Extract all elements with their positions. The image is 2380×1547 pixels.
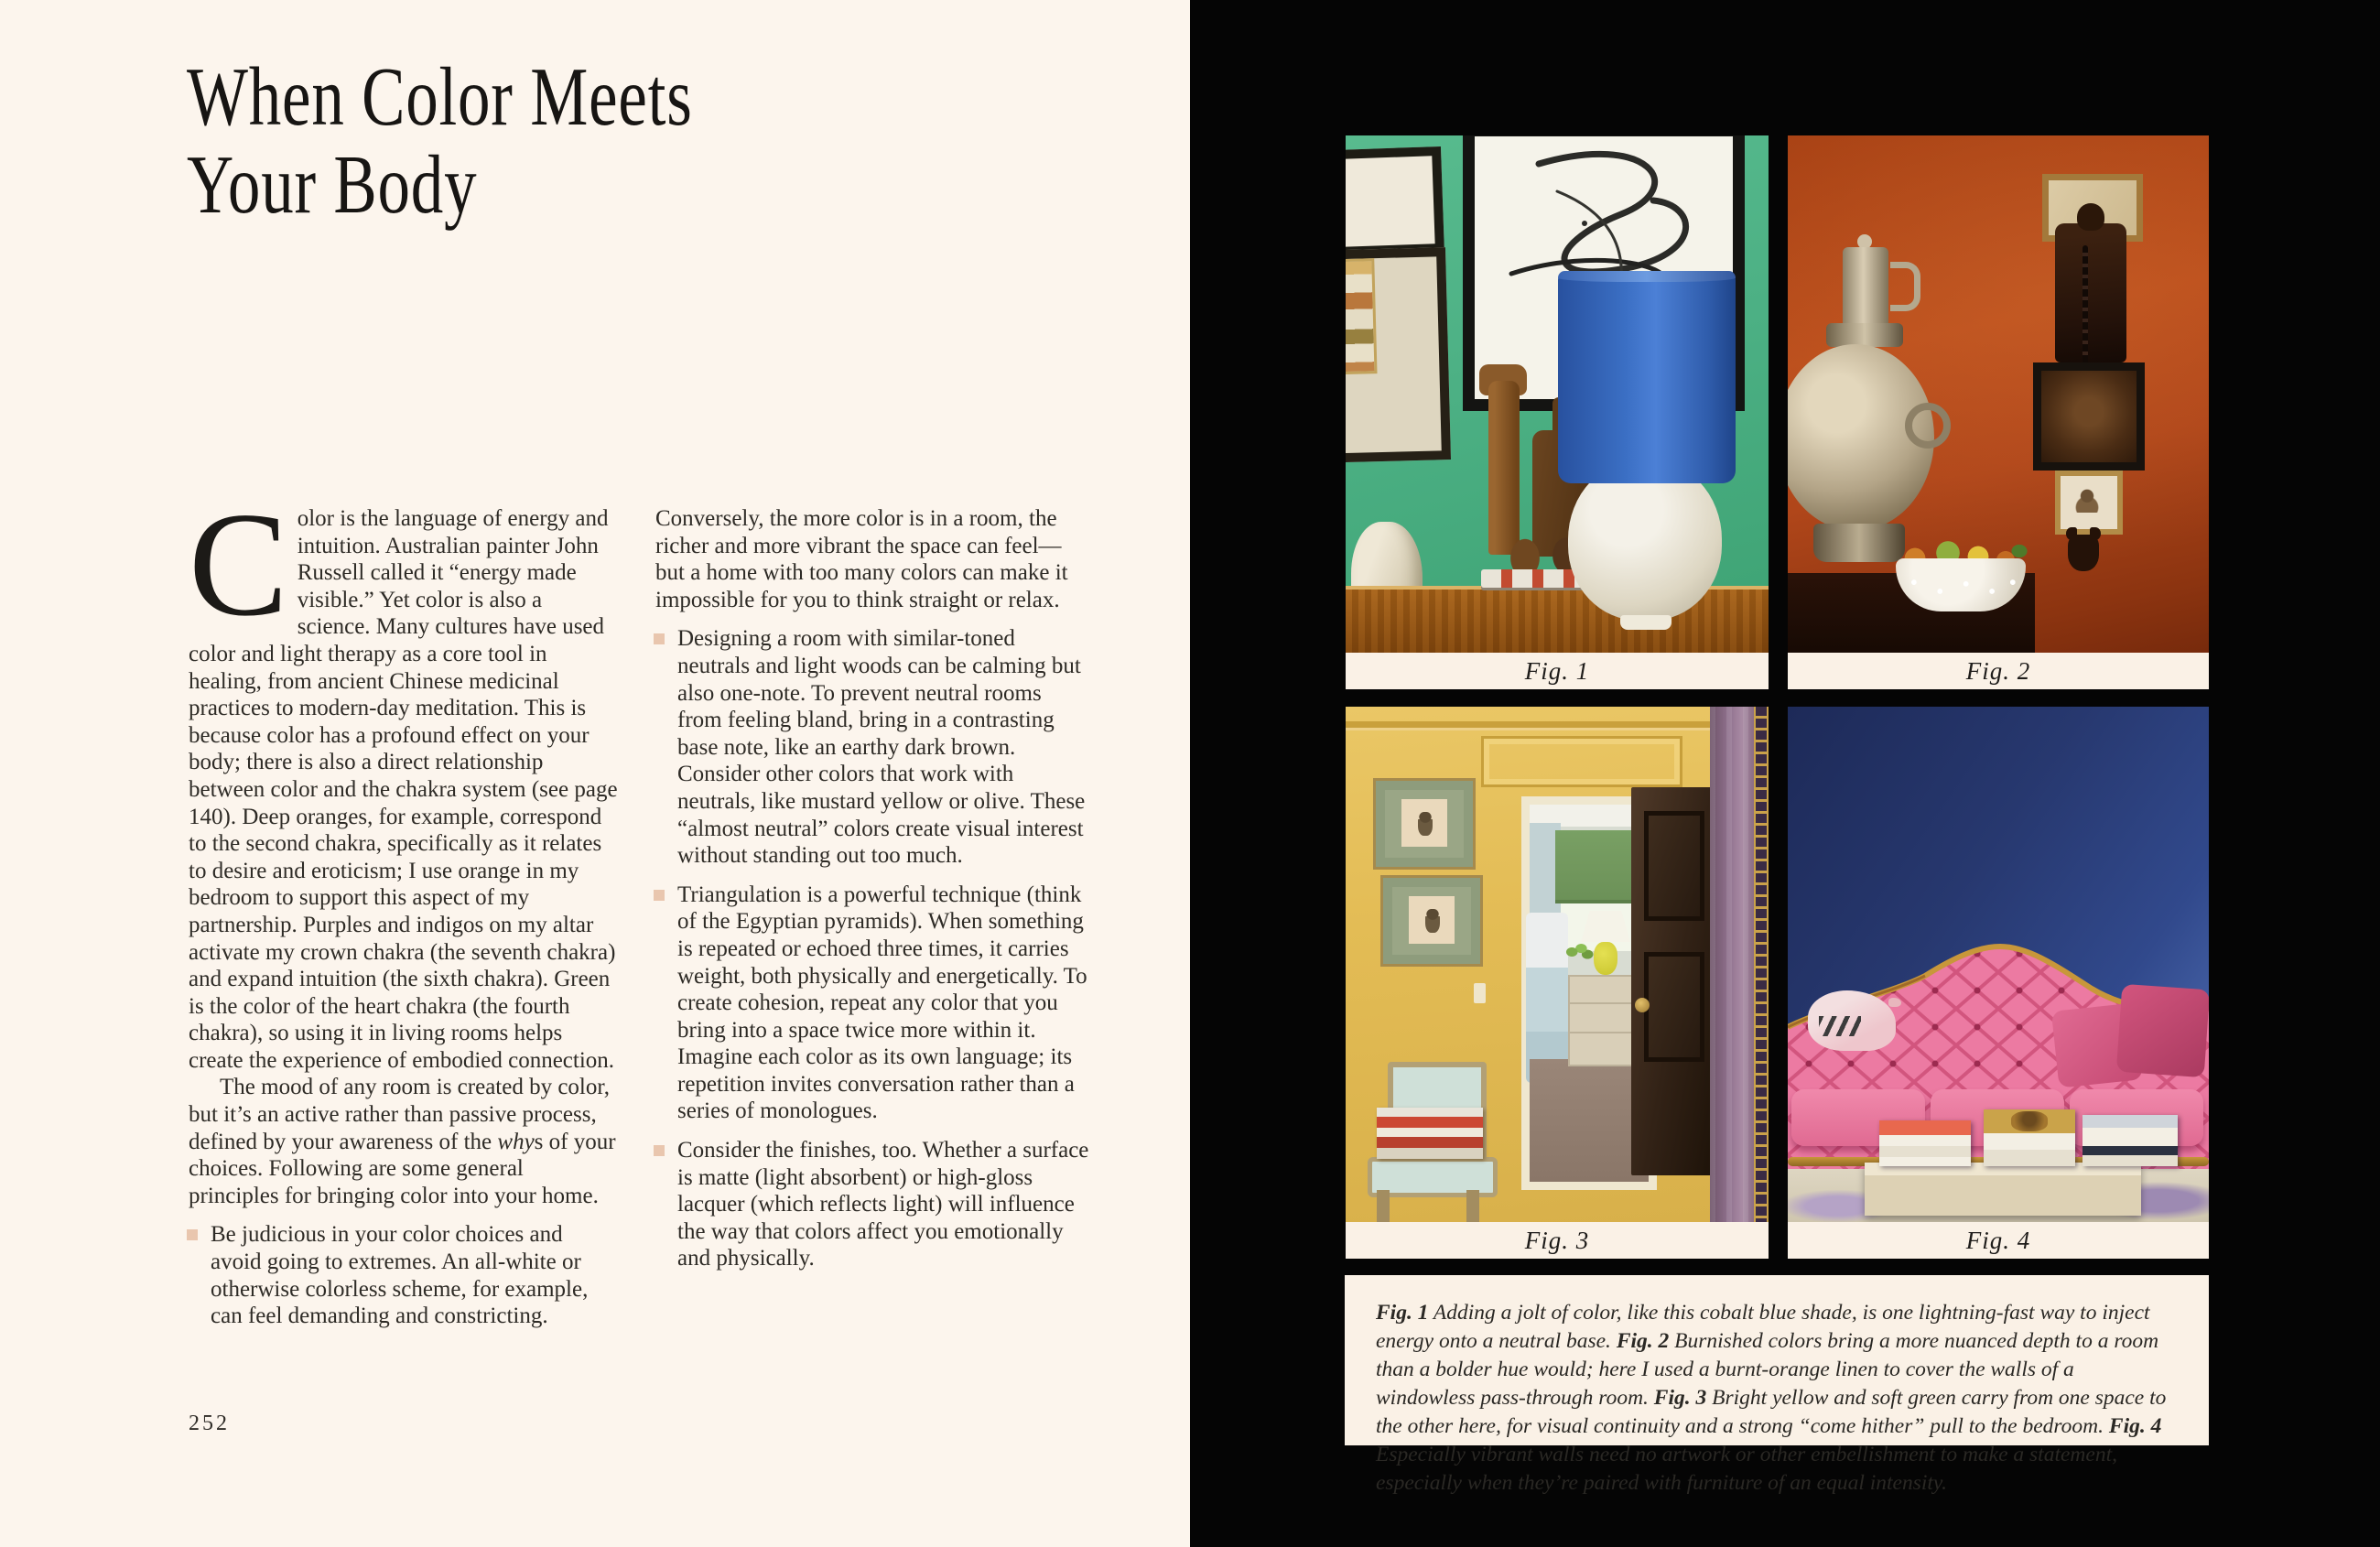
fig3-open-door [1631, 787, 1712, 1175]
fig2-samovar-chimney [1843, 247, 1888, 326]
fig4-label: Fig. 4 [1965, 1226, 2031, 1254]
fig3-framed-print-top [1373, 778, 1476, 870]
bullet-item [189, 1221, 619, 1329]
caption-fig1-ref: Fig. 1 [1376, 1301, 1429, 1325]
caption-fig3-ref: Fig. 3 [1653, 1386, 1707, 1410]
fig3-label-strip [1346, 1222, 1769, 1259]
fig3-print-figure [1425, 909, 1440, 933]
bullet-item [655, 882, 1089, 1125]
fig2-samovar-handle-ring [1905, 403, 1951, 449]
fig4-dark-pink-pillow [2116, 984, 2209, 1077]
bullet-text: Triangulation is a powerful technique (think of the Egyptian pyramids). When something is repeated or echoed three times, it carries weight, both physically and energetically. To create cohesion, repeat any color that you bring into a space twice more within it. Imagine each color as its own language; its repetition invites conversation rather than a series of monologues. [677, 882, 1087, 1124]
page-number: 252 [189, 1412, 230, 1435]
second-paragraph-start: The mood of any room is created by color, but it’s an active rather than passive process, defined by your awareness of the [189, 1075, 610, 1154]
second-paragraph-end: s of your choices. Following are some general principles for bringing color into your home. [189, 1129, 616, 1208]
caption-fig3-text: Bright yellow and soft green carry from one space to the other here, for visual continuity and a strong “come hither” pull to the bedroom. [1376, 1386, 2167, 1438]
caption-fig1-text: Adding a jolt of color, like this cobalt blue shade, is one lightning-fast way to inject energy onto a neutral base. [1376, 1301, 2150, 1353]
text-column-2 [655, 505, 1089, 1272]
fig3-green-roman-shade [1555, 830, 1643, 903]
fig3-framed-print-bottom [1380, 875, 1483, 967]
page-title [187, 50, 693, 231]
bullet-square-icon [187, 1229, 198, 1240]
column2-paragraph: Conversely, the more color is in a room, the richer and more vibrant the space can feel—but a home with too many colors can make it impossible for you to think straight or relax. [655, 506, 1068, 612]
caption-fig4-ref: Fig. 4 [2108, 1414, 2162, 1438]
fig2-samovar-neck [1826, 323, 1903, 347]
fig1-label-strip [1346, 653, 1769, 689]
fig3-label: Fig. 3 [1524, 1226, 1590, 1254]
fig3-yellow-lamp-body [1594, 942, 1617, 975]
fig2-samovar-small-handle [1890, 262, 1920, 311]
figure-3 [1346, 707, 1769, 1259]
bullet-item [655, 1137, 1089, 1272]
fig1-wall-frame-miniature [1346, 247, 1451, 463]
fig3-greek-key-trim [1754, 707, 1769, 1222]
fig4-photo-blue-room [1788, 707, 2209, 1222]
fig1-wicker-table [1346, 586, 1769, 653]
fig2-small-gold-frame [2055, 471, 2123, 535]
figure-caption-block [1345, 1275, 2209, 1495]
fig2-label: Fig. 2 [1965, 656, 2031, 685]
bullet-square-icon [654, 890, 665, 901]
fig3-book-stack [1377, 1108, 1483, 1159]
right-page [1190, 0, 2380, 1547]
figure-4 [1788, 707, 2209, 1259]
caption-fig4-text: Especially vibrant walls need no artwork or other embellishment to make a statement, especially when they’re paired with furniture of an equal intensity. [1376, 1443, 2117, 1495]
second-paragraph [189, 1074, 619, 1209]
bullet-text: Be judicious in your color choices and avoid going to extremes. An all-white or otherwise colorless scheme, for example, can feel demanding and constricting. [211, 1222, 589, 1329]
fig4-book-stack-right [2082, 1115, 2178, 1166]
bullet-text: Consider the finishes, too. Whether a surface is matte (light absorbent) or high-gloss lacquer (which reflects light) will influence the way that colors affect you emotionally and physically. [677, 1138, 1089, 1271]
fig3-crown-moulding [1346, 721, 1769, 728]
fig1-wall-frame-partial [1346, 146, 1444, 256]
fig1-label: Fig. 1 [1524, 656, 1590, 685]
fig1-photo-green-room [1346, 135, 1769, 653]
figure-2 [1788, 135, 2209, 689]
page-title-line1: When Color Meets [187, 50, 693, 143]
fig3-door-panel [1644, 811, 1704, 921]
fig3-chair-leg [1466, 1190, 1479, 1222]
lead-paragraph [189, 482, 619, 1074]
fig2-photo-orange-room [1788, 135, 2209, 653]
fig2-animal-head-carving [2068, 535, 2099, 571]
fig4-book-stack-left [1879, 1120, 1971, 1166]
fig3-brass-door-knob [1635, 998, 1650, 1012]
caption-fig2-ref: Fig. 2 [1616, 1329, 1670, 1353]
fig3-plant [1563, 940, 1594, 964]
drop-cap: C [189, 482, 288, 647]
bullet-square-icon [654, 633, 665, 644]
text-column-1 [189, 482, 619, 1330]
fig1-cobalt-lamp-shade [1558, 271, 1736, 483]
fig4-label-strip [1788, 1222, 2209, 1259]
fig1-miniature-art [1346, 258, 1378, 374]
fig2-carved-figure [2055, 223, 2126, 362]
bullet-text: Designing a room with similar-toned neutrals and light woods can be calming but also one-note. To prevent neutral rooms from feeling bland, bring in a contrasting base note, like an earthy dark brown. Consider other colors that work with neutrals, like mustard yellow or olive. These “almost neutral” colors create visual interest without standing out too much. [677, 626, 1086, 869]
bullet-square-icon [654, 1145, 665, 1156]
fig3-light-switch [1474, 983, 1486, 1003]
fig4-book-stack-center [1984, 1109, 2075, 1166]
fig3-door-panel [1644, 952, 1704, 1062]
fig4-coffee-table [1865, 1163, 2141, 1216]
page-title-line2: Your Body [187, 138, 478, 231]
caption-fig2-text: Burnished colors bring a more nuanced depth to a room than a bolder hue would; here I used a burnt-orange linen to cover the walls of a windowless pass-through room. [1376, 1329, 2159, 1410]
fig3-photo-yellow-hall [1346, 707, 1769, 1222]
fig1-lamp-foot [1620, 615, 1671, 630]
fig3-bed [1526, 913, 1568, 1083]
lead-paragraph-text: olor is the language of energy and intuition. Australian painter John Russell called it “energy made visible.” Yet color is also a science. Many cultures have used color and light therapy as a core tool in healing, from ancient Chinese medicinal practices to modern-day meditation. This is because color has a profound effect on your body; there is also a direct relationship between color and the chakra system (see page 140). Deep oranges, for example, correspond to the second chakra, specifically as it relates to desire and eroticism; I use orange in my bedroom to support this aspect of my partnership. Purples and indigos on my altar activate my crown chakra (the seventh chakra) and expand intuition (the sixth chakra). Green is the color of the heart chakra (the fourth chakra), so using it in living rooms helps create the experience of embodied connection. [189, 506, 618, 1073]
fig2-label-strip [1788, 653, 2209, 689]
fig2-black-frame-art [2033, 362, 2145, 471]
fig3-wall-panel [1481, 736, 1682, 787]
fig3-print-figure [1418, 812, 1433, 836]
bullet-item [655, 625, 1089, 869]
fig3-chair-leg [1377, 1190, 1390, 1222]
figure-1 [1346, 135, 1769, 689]
second-paragraph-italic-word: why [497, 1129, 535, 1154]
